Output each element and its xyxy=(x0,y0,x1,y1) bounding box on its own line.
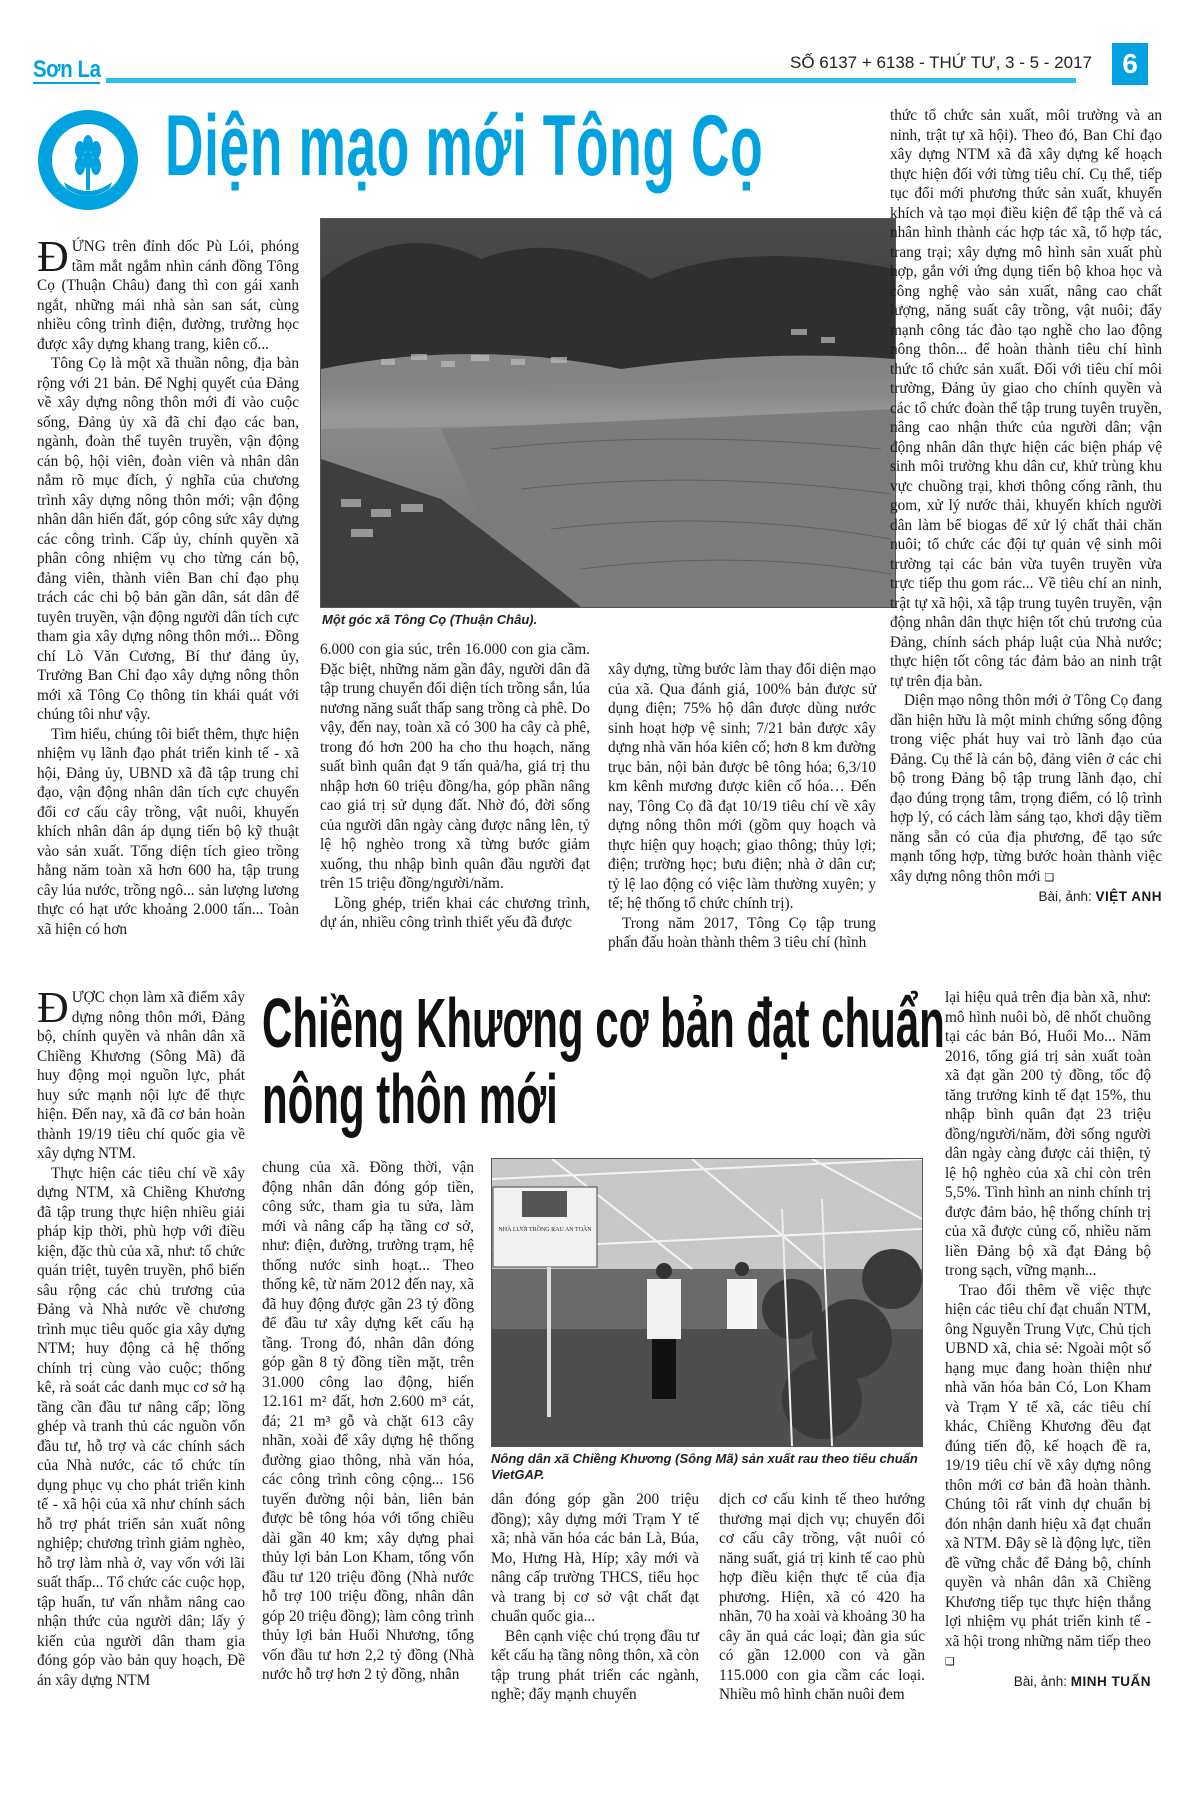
end-mark-icon: ❑ xyxy=(1044,870,1055,884)
article2-column-4 xyxy=(719,1490,925,1705)
paragraph: Tông Cọ là một xã thuần nông, địa bàn rộng với 21 bản. Để Nghị quyết của Đảng về xây dựng nông thôn mới đi vào cuộc sống, Đảng ủy xã đã chỉ đạo các ban, ngành, đoàn thể tuyên truyền, vận động cán bộ, hội viên, đoàn viên và nhân dân nắm rõ mục đích, ý nghĩa của chương trình xây dựng nông thôn mới; vận động nhân dân hiến đất, góp công sức xây dựng các công trình. Cấp ủy, chính quyền xã phân công nhiệm vụ cho từng cán bộ, đảng viên, thành viên Ban chỉ đạo phụ trách các chi bộ bản gần dân, sát dân để tuyên truyền, vận động người dân tích cực tham gia xây dựng nông thôn mới... Đồng chí Lò Văn Cương, Bí thư đảng ủy, Trưởng Ban Chỉ đạo xây dựng nông thôn mới xã Tông Cọ thông tin khái quát với chúng tôi như vậy. xyxy=(37,355,299,723)
article2-title xyxy=(262,985,945,1137)
paragraph: 6.000 con gia súc, trên 16.000 con gia cầm. Đặc biệt, những năm gần đây, người dân đã tập trung chuyển đổi diện tích trồng sắn, lúa nương năng suất thấp sang trồng cà phê. Do vậy, đến nay, toàn xã có 300 ha cây cà phê, trong đó hơn 200 ha cho thu hoạch, năng suất bình quân đạt 9 tấn quả/ha, giá trị thu nhập hơn 60 triệu đồng/ha, góp phần nâng cao giá trị sử dụng đất. Nhờ đó, đời sống của người dân ngày càng được nâng lên, tỷ lệ hộ nghèo trong xã từng bước giảm xuống, thu nhập bình quân đầu người đạt trên 15 triệu đồng/người/năm. xyxy=(320,641,590,892)
article2-column-1 xyxy=(37,983,245,1690)
paragraph-text: Diện mạo nông thôn mới ở Tông Cọ đang dần hiện hữu là một minh chứng sống động trong việc phát huy vai trò lãnh đạo của Đảng. Cụ thể là cán bộ, đảng viên ở các chi bộ trong Đảng bộ tập trung lãnh đạo, chỉ đạo đúng trọng tâm, trọng điểm, có lộ trình hợp lý, có cách làm sáng tạo, khơi dậy tiềm năng sẵn có của địa phương, để tạo sức mạnh tổng hợp, từng bước hoàn thành việc xây dựng nông thôn mới xyxy=(890,692,1162,885)
paragraph: chung của xã. Đồng thời, vận động nhân dân đóng góp tiền, công sức, tham gia tu sửa, làm mới và nâng cấp hạ tầng cơ sở, như: điện, đường, trường trạm, hệ thống nước sinh hoạt... Theo thống kê, từ năm 2012 đến nay, xã đã huy động được gần 23 tỷ đồng để đầu tư xây dựng kết cấu hạ tầng. Trong đó, nhân dân đóng góp gần 8 tỷ đồng tiền mặt, trên 31.000 công lao động, hiến 12.161 m² đất, hơn 2.600 m³ cát, đá; 21 m³ gỗ và chặt 613 cây nhãn, xoài để xây dựng hệ thống đường giao thông, nhà văn hóa, các công trình công cộng... 156 tuyến đường nội bản, liên bản được bê tông hóa với tổng chiều dài gần 40 km; xây dựng phai thủy lợi bản Lon Kham, tổng vốn đầu tư 120 triệu đồng (Nhà nước hỗ trợ 100 triệu đồng, nhân dân góp 20 triệu đồng); làm công trình thủy lợi bản Huổi Nhương, tổng vốn đầu tư hơn 2,2 tỷ đồng (Nhà nước hỗ trợ hơn 2 tỷ đồng, nhân xyxy=(262,1159,474,1683)
paragraph: lại hiệu quả trên địa bàn xã, như: mô hình nuôi bò, dê nhốt chuồng tại các bản Bó, Huổi Mo... Năm 2016, tổng giá trị sản xuất toàn xã đạt gần 200 tỷ đồng, tốc độ tăng trưởng kinh tế đạt 15%, thu nhập bình quân đạt 23 triệu đồng/người/năm, đời sống người dân ngày càng được cải thiện, tỷ lệ hộ nghèo của xã chỉ còn trên 5,5%. Tình hình an ninh chính trị được đảm bảo, hệ thống chính trị của xã được củng cố, nhiều năm liền Đảng bộ xã đạt Đảng bộ trong sạch, vững mạnh... xyxy=(945,989,1151,1279)
page-number-badge: 6 xyxy=(1112,43,1148,85)
paragraph-text: ỨNG trên đỉnh dốc Pù Lói, phóng tầm mắt ngắm nhìn cánh đồng Tông Cọ (Thuận Châu) đang thì con gái xanh ngắt, những mái nhà sàn san sát, cùng nhiều công trình điện, đường, trường học được xây dựng khang trang, kiên cố... xyxy=(37,238,299,353)
paragraph: Trong năm 2017, Tông Cọ tập trung phấn đấu hoàn thành thêm 3 tiêu chí (hình xyxy=(608,914,876,951)
article2-column-5 xyxy=(945,988,1151,1691)
paragraph: Bên cạnh việc chú trọng đầu tư kết cấu hạ tầng nông thôn, xã còn tập trung phát triển các ngành, nghề; đẩy mạnh chuyển xyxy=(491,1627,699,1703)
article1-byline xyxy=(890,887,1162,907)
header-rule xyxy=(106,78,1076,83)
article2-photo-caption: Nông dân xã Chiềng Khương (Sông Mã) sản xuất rau theo tiêu chuẩn VietGAP. xyxy=(491,1451,918,1482)
byline-prefix: Bài, ảnh: xyxy=(1038,889,1096,904)
paragraph: Lồng ghép, triển khai các chương trình, dự án, nhiều công trình thiết yếu đã được xyxy=(320,894,590,931)
issue-info: SỐ 6137 + 6138 - THỨ TƯ, 3 - 5 - 2017 xyxy=(790,53,1092,72)
byline-author: VIỆT ANH xyxy=(1095,889,1162,904)
article1-photo-caption: Một góc xã Tông Cọ (Thuận Châu). xyxy=(322,612,538,627)
dropcap: Đ xyxy=(37,983,69,1032)
paragraph-text: ƯỢC chọn làm xã điểm xây dựng nông thôn mới, Đảng bộ, chính quyền và nhân dân xã Chiềng Khương (Sông Mã) đã huy động mọi nguồn lực, phát huy sức mạnh nội lực để thực hiện. Đến nay, xã đã cơ bản hoàn thành 19/19 tiêu chí quốc gia về xây dựng NTM. xyxy=(37,989,245,1162)
article2-column-2 xyxy=(262,1158,474,1685)
dropcap: Đ xyxy=(37,232,69,281)
article2-photo xyxy=(491,1158,923,1447)
paragraph xyxy=(890,691,1162,887)
article2-title-line-2: nông thôn mới xyxy=(262,1060,558,1138)
article1-title: Diện mạo mới Tông Cọ xyxy=(165,98,764,194)
section-label: Sơn La xyxy=(33,56,101,83)
paragraph-text: Trao đổi thêm về việc thực hiện các tiêu chí đạt chuẩn NTM, ông Nguyễn Trung Vực, Chủ tịch UBND xã, chia sẻ: Ngoài một số hạng mục đang hoàn thiện như nhà văn hóa bản Có, Lon Kham và Trạm Y tế xã, các tiêu chí khác, Chiềng Khương đều đạt đúng tiến độ, kế hoạch đề ra, 19/19 tiêu chí về xây dựng nông thôn mới cơ bản đã hoàn thành. Chúng tôi rất vinh dự chuẩn bị đón nhận danh hiệu xã đạt chuẩn xã NTM. Đây sẽ là động lực, tiền đề vững chắc để Đảng bộ, chính quyền và nhân dân xã Chiềng Khương tiếp tục thực hiện thắng lợi nhiệm vụ phát triển kinh tế - xã hội trong những năm tiếp theo xyxy=(945,1281,1151,1650)
article1-column-1 xyxy=(37,232,299,939)
paragraph: Thực hiện các tiêu chí về xây dựng NTM, xã Chiềng Khương đã tập trung thực hiện nhiều giải pháp kịp thời, phù hợp với điều kiện, đặc thù của xã, như: tổ chức quán triệt, tuyên truyền, phổ biến sâu rộng các chủ trương của Đảng và Nhà nước về chương trình mục tiêu quốc gia xây dựng NTM; huy động cả hệ thống chính trị cùng vào cuộc; thống kê, rà soát các danh mục cơ sở hạ tầng cần đầu tư nâng cấp; lồng ghép và tranh thủ các nguồn vốn đầu tư, hỗ trợ và các chính sách của Nhà nước, các tổ chức tín dụng phục vụ cho phát triển kinh tế - xã hội của xã như chính sách hỗ trợ phát triển sản xuất nông nghiệp; chương trình giảm nghèo, hỗ trợ làm nhà ở, vay vốn với lãi suất thấp... Tổ chức các cuộc họp, tập huấn, tư vấn nhằm nâng cao nhận thức của người dân; lấy ý kiến của người dân tham gia đóng góp vào bản quy hoạch, Đề án xây dựng NTM xyxy=(37,1164,245,1689)
paragraph xyxy=(945,1281,1151,1672)
ministry-agriculture-emblem-icon xyxy=(36,108,140,212)
paragraph: Tìm hiểu, chúng tôi biết thêm, thực hiện nhiệm vụ lãnh đạo phát triển kinh tế - xã hội, Đảng ủy, UBND xã đã tập trung chỉ đạo, vận động nhân dân tích cực chuyển đổi cơ cấu cây trồng, vật nuôi, khuyến khích nhân dân áp dụng tiến bộ kỹ thuật vào sản xuất. Tổng diện tích gieo trồng hằng năm toàn xã hơn 600 ha, tập trung cây lúa nước, trồng ngô... sản lượng lương thực có hạt ước khoảng 2.000 tấn... Toàn xã hiện có hơn xyxy=(37,725,299,938)
article2-title-line-1: Chiềng Khương cơ bản đạt chuẩn xyxy=(262,984,945,1062)
article2-column-3 xyxy=(491,1490,699,1705)
byline-prefix: Bài, ảnh: xyxy=(1013,1673,1071,1689)
paragraph xyxy=(37,983,245,1164)
photo-sign-text: NHÀ LƯỚI TRỒNG RAU AN TOÀN xyxy=(498,1227,592,1233)
paragraph: dân đóng góp gần 200 triệu đồng); xây dựng mới Trạm Y tế xã; nhà văn hóa các bản Là, Búa, Mo, Hưng Hà, Híp; xây mới và nâng cấp trường THCS, tiểu học và trang bị cơ sở vật chất đạt chuẩn quốc gia... xyxy=(491,1491,699,1625)
article1-column-3 xyxy=(608,660,876,953)
paragraph: dịch cơ cấu kinh tế theo hướng thương mại dịch vụ; chuyển đổi cơ cấu cây trồng, vật nuôi có năng suất, giá trị kinh tế cao phù hợp điều kiện thực tế của địa phương. Hiện, xã có 420 ha nhãn, 70 ha xoài và khoảng 30 ha cây ăn quả các loại; đàn gia súc có gần 12.000 con và gần 115.000 con gia cầm các loại. Nhiều mô hình chăn nuôi đem xyxy=(719,1491,925,1703)
article2-byline xyxy=(945,1672,1151,1692)
article1-photo xyxy=(320,218,896,608)
paragraph: xây dựng, từng bước làm thay đổi diện mạo của xã. Qua đánh giá, 100% bản được sử dụng điện; 75% hộ dân được dùng nước sinh hoạt hợp vệ sinh; 7/21 bản được xây dựng nhà văn hóa kiên cố; hơn 8 km đường trục bản, nội bản được bê tông hóa; 6,3/10 km kênh mương được kiên cố hóa… Đến nay, Tông Cọ đã đạt 10/19 tiêu chí về xây dựng nông thôn mới (gồm quy hoạch và thực hiện quy hoạch; giao thông; thủy lợi; điện; trường học; bưu điện; nhà ở dân cư; tỷ lệ lao động có việc làm thường xuyên; y tế; hệ thống tổ chức chính trị). xyxy=(608,661,876,912)
end-mark-icon: ❑ xyxy=(945,1655,955,1668)
byline-author: MINH TUẤN xyxy=(1070,1673,1151,1689)
article1-column-2 xyxy=(320,640,590,933)
paragraph xyxy=(37,232,299,354)
article1-column-4 xyxy=(890,106,1162,907)
paragraph: thức tổ chức sản xuất, môi trường và an ninh, trật tự xã hội). Theo đó, Ban Chỉ đạo xây dựng NTM xã đã xây dựng kế hoạch thực hiện đối với từng tiêu chí. Cụ thể, tiếp tục đổi mới phương thức sản xuất, khuyến khích và tạo mọi điều kiện để tập thể và cá nhân hình thành các hợp tác xã, tổ hợp tác, trang trại; xây dựng mô hình sản xuất phù hợp, gắn với ứng dụng tiến bộ khoa học và công nghệ vào sản xuất, nâng cao chất lượng, năng suất cây trồng, vật nuôi; đẩy mạnh công tác đào tạo nghề cho lao động nông thôn... để hoàn thành tiêu chí hình thức tổ chức sản xuất. Đối với tiêu chí môi trường, Đảng ủy giao cho chính quyền và các tổ chức đoàn thể tập trung tuyên truyền, nâng cao nhận thức của người dân; vận động nhân dân thực hiện các biện pháp vệ sinh môi trường khu dân cư, khử trùng khu vực chuồng trại, khơi thông cống rãnh, thu gom, xử lý nước thải, khuyến khích người dân làm bể biogas để xử lý chất thải chăn nuôi; tổ chức các đội tự quản vệ sinh môi trường tại các bản vừa tuyên truyền vừa trực tiếp thu gom rác... Về tiêu chí an ninh, trật tự xã hội, xã tập trung tuyên truyền, vận động nhân dân thực hiện tốt chủ trương của Đảng, chính sách pháp luật của Nhà nước; thực hiện tốt công tác đảm bảo an ninh trật tự trên địa bàn. xyxy=(890,107,1162,690)
